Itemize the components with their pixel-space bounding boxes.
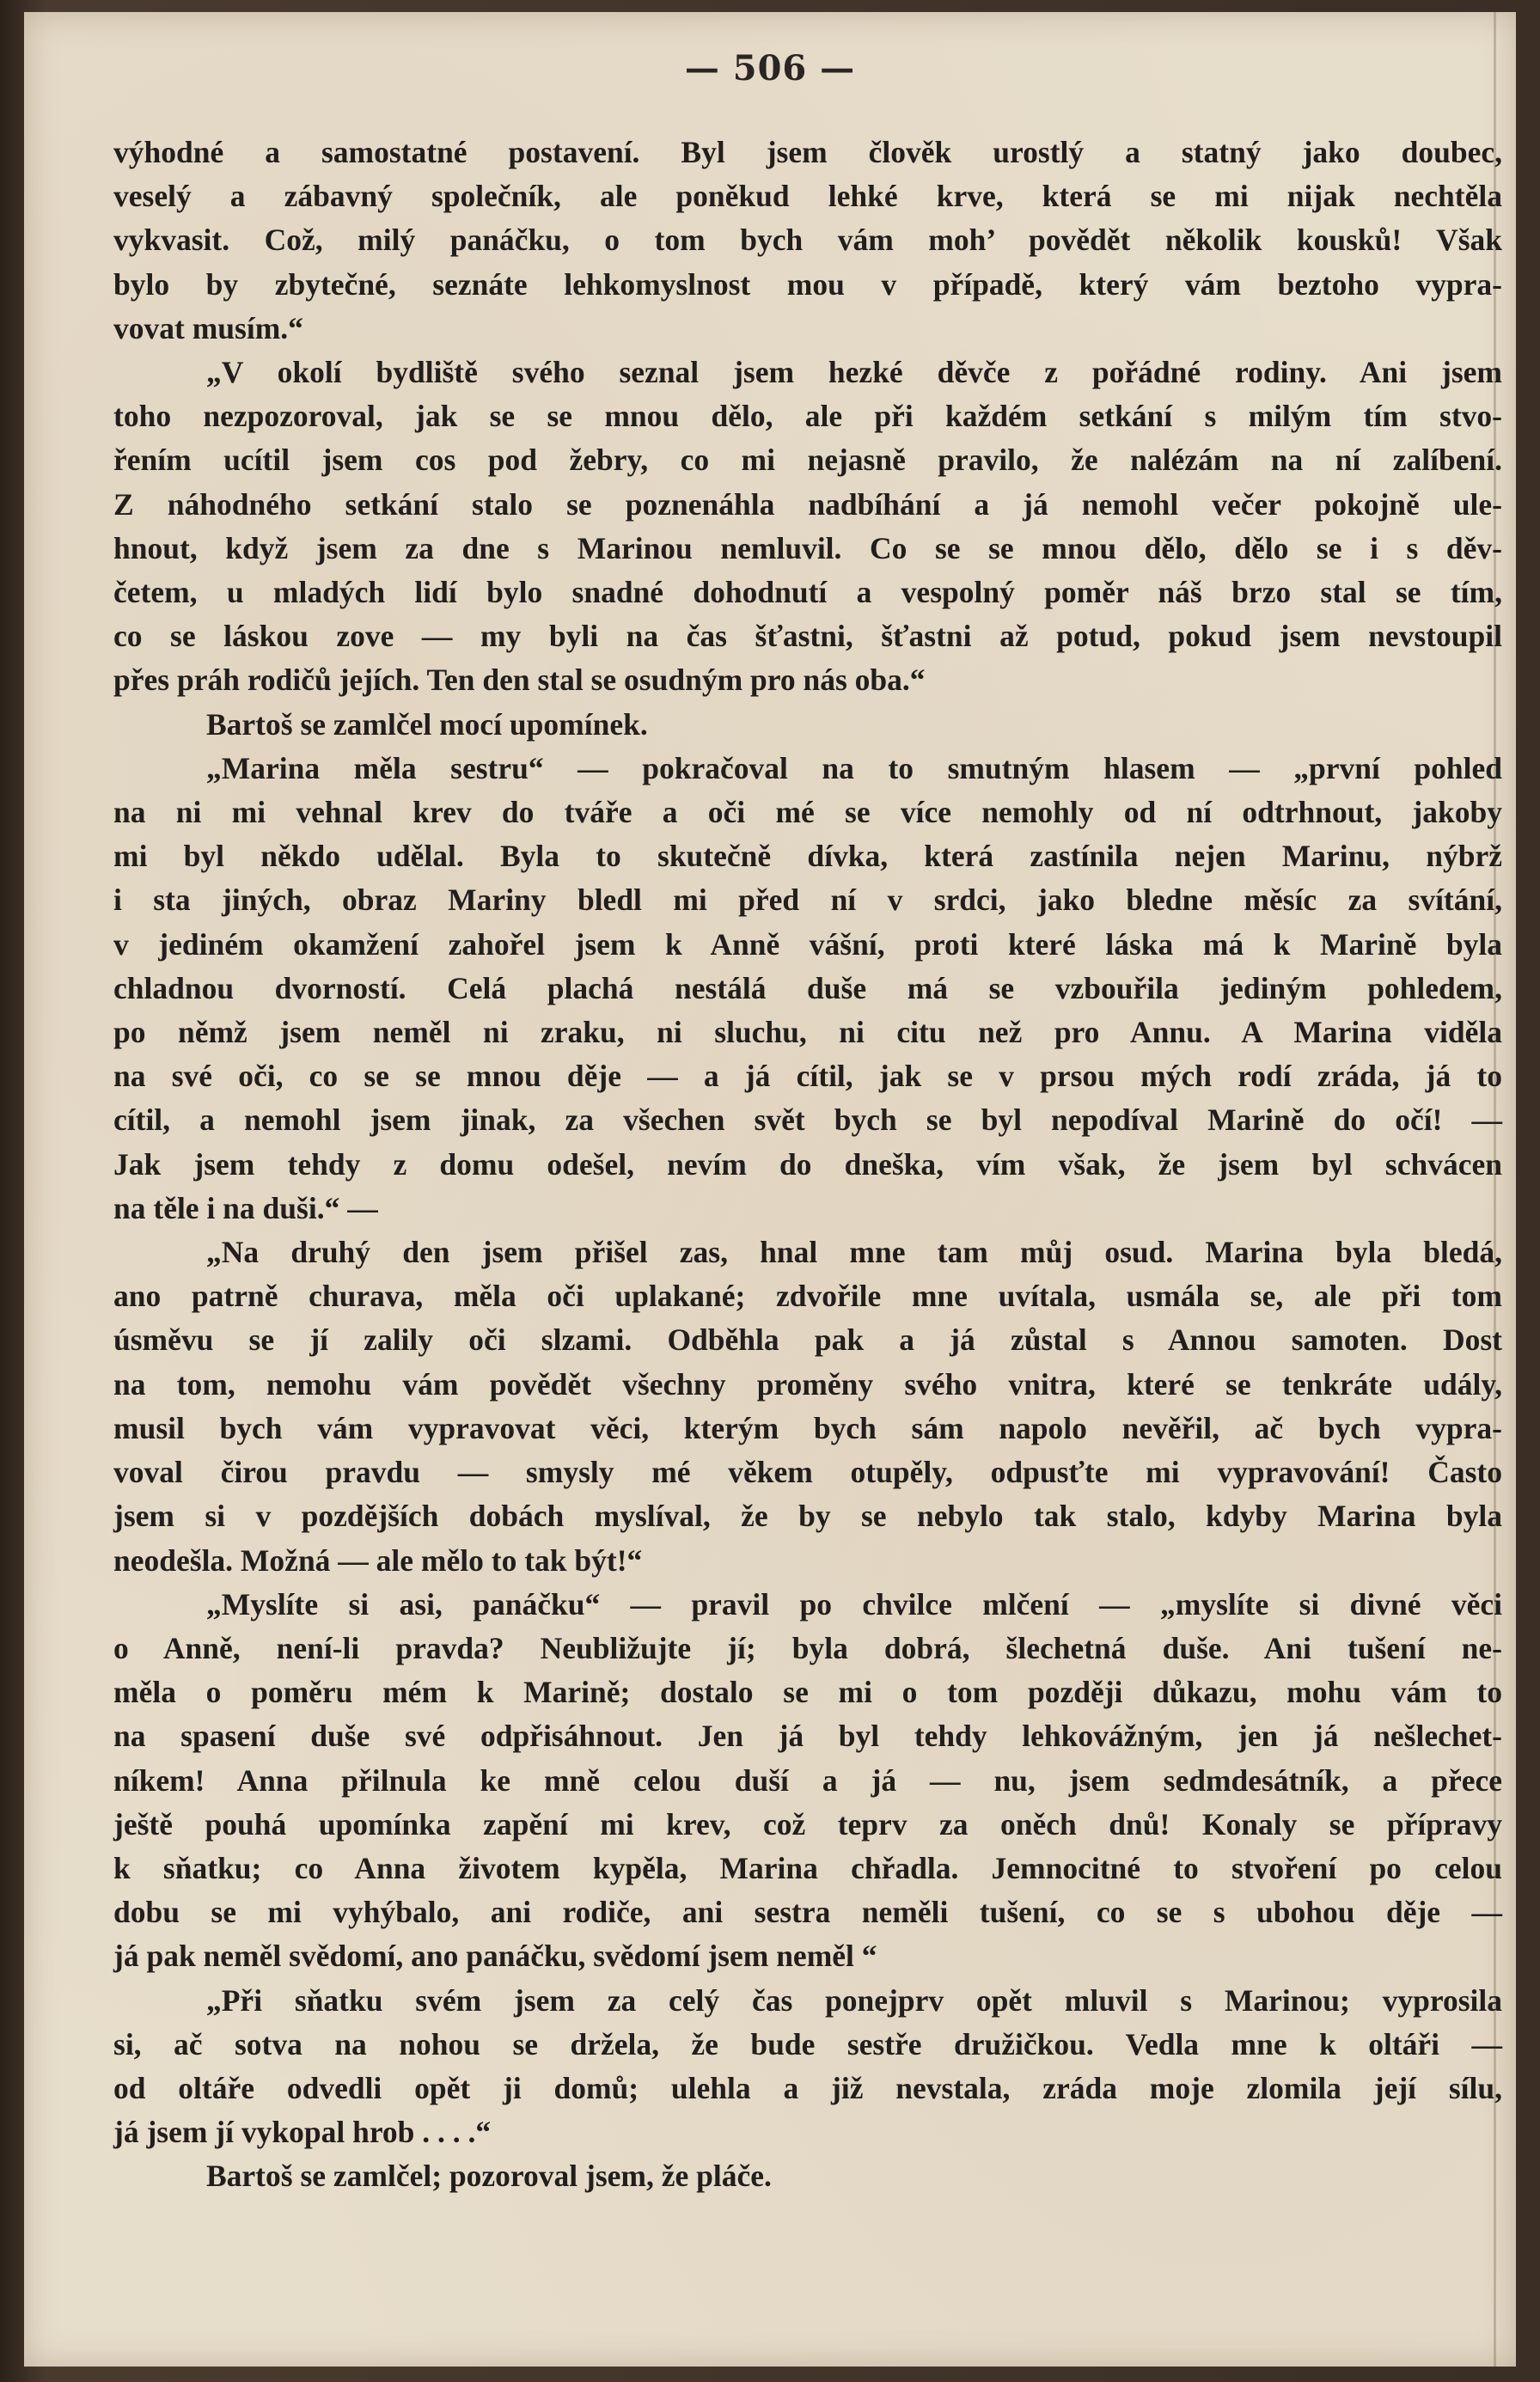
text-line: na spasení duše své odpřisáhnout. Jen já byl tehdy lehkovážným, jen já nešlechet- <box>113 1719 1502 1754</box>
text-line: řením ucítil jsem cos pod žebry, co mi nejasně pravilo, že nalézám na ní zalíbení. <box>113 443 1502 478</box>
text-line: na své oči, co se se mnou děje — a já cítil, jak se v prsou mých rodí zráda, já to <box>113 1059 1502 1094</box>
text-line: o Anně, není-li pravda? Neubližujte jí; byla dobrá, šlechetná duše. Ani tušení ne- <box>113 1630 1502 1665</box>
text-line: chladnou dvorností. Celá plachá nestálá duše má se vzbouřila jediným pohledem, <box>113 970 1502 1005</box>
text-line: četem, u mladých lidí bylo snadné dohodnutí a vespolný poměr náš brzo stal se tím, <box>113 575 1502 610</box>
text-line: výhodné a samostatné postavení. Byl jsem člověk urostlý a statný jako doubec, <box>113 135 1502 169</box>
text-line: od oltáře odvedli opět ji domů; ulehla a již nevstala, zráda moje zlomila její sílu, <box>113 2070 1502 2105</box>
text-line: dobu se mi vyhýbalo, ani rodiče, ani sestra neměli tušení, co se s ubohou děje — <box>113 1895 1502 1930</box>
text-line: co se láskou zove — my byli na čas šťastni, šťastni až potud, pokud jsem nevstoupil <box>113 619 1502 654</box>
text-line: vovat musím.“ <box>113 310 303 345</box>
text-line: cítil, a nemohl jsem jinak, za všechen svět bych se byl nepodíval Marině do očí! — <box>113 1102 1502 1138</box>
text-line: i sta jiných, obraz Mariny bledl mi před ní v srdci, jako bledne měsíc za svítání, <box>113 883 1502 918</box>
text-line: voval čirou pravdu — smysly mé věkem otupěly, odpusťte mi vypravování! Často <box>113 1455 1502 1490</box>
text-line: si, ač sotva na nohou se držela, že bude sestře družičkou. Vedla mne k oltáři — <box>113 2026 1502 2061</box>
text-line: „Na druhý den jsem přišel zas, hnal mne tam můj osud. Marina byla bledá, <box>206 1235 1502 1270</box>
text-line: hnout, když jsem za dne s Marinou nemluvil. Co se se mnou dělo, dělo se i s děv- <box>113 530 1502 565</box>
text-line: musil bych vám vypravovat věci, kterým bych sám napolo nevěřil, ač bych vypra- <box>113 1410 1502 1445</box>
text-line: přes práh rodičů jejích. Ten den stal se osudným pro nás oba.“ <box>113 663 926 698</box>
body-text <box>113 131 1502 2199</box>
text-line: Bartoš se zamlčel mocí upomínek. <box>206 706 648 742</box>
text-line: v jediném okamžení zahořel jsem k Anně vášní, proti které láska má k Marině byla <box>113 926 1502 962</box>
text-line: níkem! Anna přilnula ke mně celou duší a já — nu, jsem sedmdesátník, a přece <box>113 1762 1502 1798</box>
text-line: veselý a zábavný společník, ale poněkud lehké krve, která se mi nijak nechtěla <box>113 179 1502 214</box>
text-line: po němž jsem neměl ni zraku, ni sluchu, ni citu než pro Annu. A Marina viděla <box>113 1015 1502 1050</box>
text-line: Jak jsem tehdy z domu odešel, nevím do dneška, vím však, že jsem byl schvácen <box>113 1146 1502 1182</box>
text-line: mi byl někdo udělal. Byla to skutečně dívka, která zastínila nejen Marinu, nýbrž <box>113 839 1502 874</box>
book-page <box>24 12 1516 2367</box>
text-line: na těle i na duši.“ — <box>113 1190 378 1225</box>
text-line: k sňatku; co Anna životem kypěla, Marina chřadla. Jemnocitné to stvoření po celou <box>113 1850 1502 1885</box>
text-line: já jsem jí vykopal hrob . . . .“ <box>113 2115 492 2150</box>
text-line: na tom, nemohu vám povědět všechny proměny svého vnitra, které se tenkráte udály, <box>113 1366 1502 1402</box>
text-line: Z náhodného setkání stalo se poznenáhla nadbíhání a já nemohl večer pokojně ule- <box>113 486 1502 522</box>
text-line: „Při sňatku svém jsem za celý čas ponejprv opět mluvil s Marinou; vyprosila <box>206 1982 1502 2018</box>
text-line: Bartoš se zamlčel; pozoroval jsem, že pláče. <box>206 2159 772 2194</box>
text-line: vykvasit. Což, milý panáčku, o tom bych vám moh’ povědět několik kousků! Však <box>113 223 1502 258</box>
text-line: na ni mi vehnal krev do tváře a oči mé se více nemohly od ní odtrhnout, jakoby <box>113 795 1502 830</box>
text-line: „Marina měla sestru“ — pokračoval na to smutným hlasem — „první pohled <box>206 750 1502 785</box>
text-line: jsem si v pozdějších dobách myslíval, že by se nebylo tak stalo, kdyby Marina byla <box>113 1499 1502 1534</box>
text-line: měla o poměru mém k Marině; dostalo se mi o tom později důkazu, mohu vám to <box>113 1675 1502 1710</box>
text-line: já pak neměl svědomí, ano panáčku, svědomí jsem neměl “ <box>113 1939 877 1974</box>
text-line: toho nezpozoroval, jak se se mnou dělo, ale při každém setkání s milým tím stvo- <box>113 399 1502 434</box>
text-line: „Myslíte si asi, panáčku“ — pravil po chvilce mlčení — „myslíte si divné věci <box>206 1586 1502 1622</box>
text-line: neodešla. Možná — ale mělo to tak být!“ <box>113 1542 643 1578</box>
text-line: „V okolí bydliště svého seznal jsem hezké děvče z pořádné rodiny. Ani jsem <box>206 355 1502 390</box>
text-line: ano patrně churava, měla oči uplakané; zdvořile mne uvítala, usmála se, ale při tom <box>113 1279 1502 1314</box>
text-line: úsměvu se jí zalily oči slzami. Odběhla pak a já zůstal s Annou samoten. Dost <box>113 1322 1502 1358</box>
page-number: — 506 — <box>684 48 856 89</box>
text-line: bylo by zbytečné, seznáte lehkomyslnost mou v případě, který vám beztoho vypra- <box>113 266 1502 302</box>
text-line: ještě pouhá upomínka zapění mi krev, což teprv za oněch dnů! Konaly se přípravy <box>113 1806 1502 1841</box>
